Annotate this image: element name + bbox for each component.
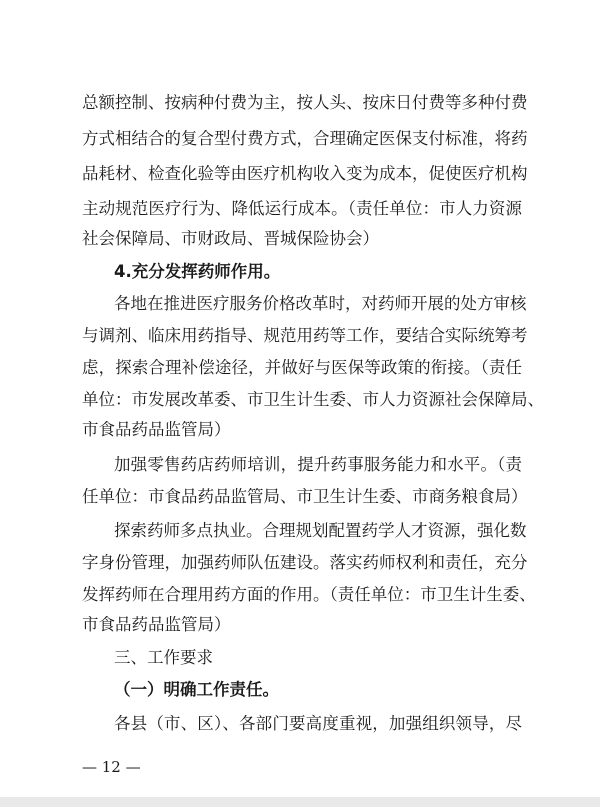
body-text-line: 虑，探索合理补偿途径，并做好与医保等政策的衔接。（责任 <box>82 358 522 377</box>
body-text-line: 加强零售药店药师培训，提升药事服务能力和水平。（责 <box>114 455 522 474</box>
body-text-line: 与调剂、临床用药指导、规范用药等工作，要结合实际统筹考 <box>82 326 528 345</box>
body-text-line: 主动规范医疗行为、降低运行成本。（责任单位：市人力资源 <box>82 199 522 218</box>
body-text-line: 总额控制、按病种付费为主，按人头、按床日付费等多种付费 <box>82 93 528 112</box>
body-text-line: 单位：市发展改革委、市卫生计生委、市人力资源社会保障局、 <box>82 390 544 409</box>
body-text-line: 市食品药品监管局） <box>82 420 231 439</box>
section-heading: 三、工作要求 <box>114 648 213 667</box>
body-text-line: 发挥药师在合理用药方面的作用。（责任单位：市卫生计生委、 <box>82 585 536 604</box>
body-text-line: 各县（市、区）、各部门要高度重视，加强组织领导，尽 <box>114 714 522 733</box>
body-text-line: 任单位：市食品药品监管局、市卫生计生委、市商务粮食局） <box>82 487 528 506</box>
body-text-line: 探索药师多点执业。合理规划配置药学人才资源，强化数 <box>114 521 527 540</box>
body-text-line: 各地在推进医疗服务价格改革时，对药师开展的处方审核 <box>114 294 527 313</box>
subsection-heading: （一）明确工作责任。 <box>114 680 279 699</box>
body-text-line: 市食品药品监管局） <box>82 615 231 634</box>
body-text-line: 方式相结合的复合型付费方式，合理确定医保支付标准，将药 <box>82 129 528 148</box>
section-heading: 4.充分发挥药师作用。 <box>114 262 281 281</box>
page-number: — 12 — <box>82 758 141 776</box>
body-text-line: 字身份管理，加强药师队伍建设。落实药师权利和责任，充分 <box>82 553 528 572</box>
page-bottom-edge <box>0 797 600 807</box>
body-text-line: 品耗材、检查化验等由医疗机构收入变为成本，促使医疗机构 <box>82 164 528 183</box>
body-text-line: 社会保障局、市财政局、晋城保险协会） <box>82 229 379 248</box>
